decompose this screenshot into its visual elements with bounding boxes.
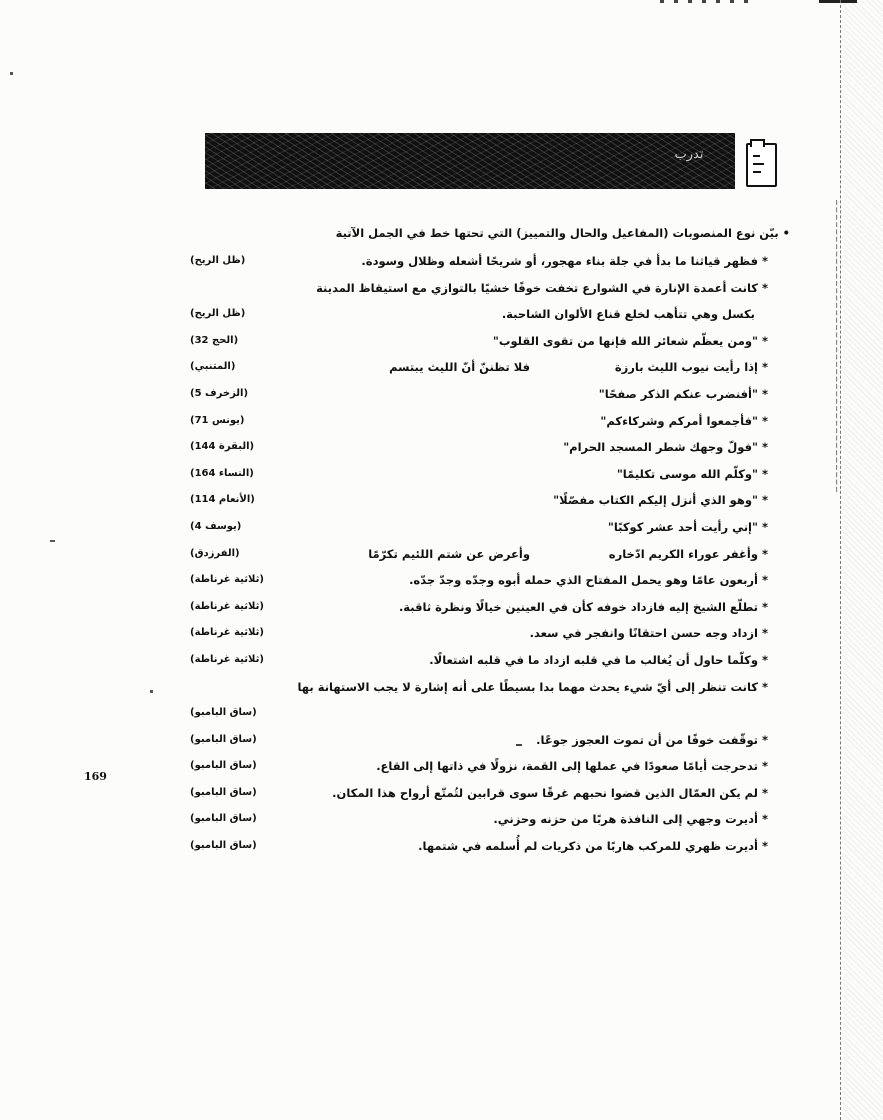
- exercise-source: (ساق البامبو): [190, 813, 257, 825]
- exercise-source: (ظل الريح): [190, 255, 246, 266]
- exercise-sentence: * "إني رأيت أحد عشر كوكبًا": [607, 519, 768, 534]
- section-header-label: تدرب: [674, 147, 704, 162]
- exercise-sentence: * أربعون عامًا وهو يحمل المفتاح الذي حمله أبوه وجدّه وجدّ جدّه.: [409, 573, 768, 588]
- exercise-item: [190, 780, 790, 807]
- exercise-sentence: * "فأجمعوا أمركم وشركاءكم": [600, 413, 768, 428]
- exercise-source: (يونس 71): [190, 414, 245, 426]
- exercise-source: (الأنعام 114): [190, 494, 255, 506]
- exercise-item: [190, 647, 790, 674]
- exercise-item: [190, 381, 790, 408]
- exercise-source: (ظل الريح): [190, 308, 246, 320]
- exercise-source: (المتنبي): [190, 361, 236, 373]
- page-number: 169: [84, 770, 107, 783]
- exercise-source: (الحج 32): [190, 334, 239, 346]
- exercise-source: (الفرزدق): [190, 547, 240, 559]
- exercise-source: (يوسف 4): [190, 520, 242, 532]
- exercise-item: [190, 275, 790, 302]
- exercise-source: (النساء 164): [190, 467, 254, 479]
- scan-speck: [10, 72, 13, 75]
- margin-note: ─ ─ ─ ─ ─ ─ ─ ─ ─ ─ ─ ─ ─ ─ ─ ─ ─ ─ ─ ─ ─ ─ ─ ─ ─ ─ ─ ─ ─ ─ ─ ─ ─ ─ ─ ─ ─ ─ ─ ─: [832, 200, 841, 492]
- exercise-sentence: * فظهر قياثنا ما بدأ في جلة بناء مهجور، أو شريحًا أشعله وظلال وسودة.: [361, 254, 768, 268]
- exercise-item: [190, 753, 790, 780]
- exercise-source: (ثلاثية غرناطة): [190, 653, 264, 665]
- exercise-item: [190, 567, 790, 594]
- scan-mark: [516, 744, 522, 746]
- scanned-margin: [843, 0, 883, 1120]
- exercise-item: [190, 620, 790, 647]
- exercise-source: (البقرة 144): [190, 441, 255, 453]
- exercise-sentence: * "وهو الذي أنزل إليكم الكتاب مفصّلًا": [553, 493, 768, 508]
- exercise-source: (ساق البامبو): [190, 786, 257, 798]
- exercise-source: (ثلاثية غرناطة): [190, 627, 264, 639]
- exercise-sentence: * وأغفر عوراء الكريم ادّخاره: [608, 546, 768, 561]
- exercise-sentence: * توقّفت خوفًا من أن تموت العجوز جوعًا.: [536, 732, 768, 747]
- exercise-sentence: * تدحرجت أيامًا صعودًا في عملها إلى القمة، نزولًا في ذاتها إلى القاع.: [376, 759, 768, 774]
- exercise-item: [190, 514, 790, 541]
- exercise-source: (ثلاثية غرناطة): [190, 600, 264, 612]
- exercise-sentence: * "وكلّم الله موسى تكليمًا": [616, 466, 768, 481]
- exercise-second-hemistich: وأعرض عن شتم اللئيم تكرّمًا: [368, 546, 530, 561]
- exercise-question: • بيّن نوع المنصوبات (المفاعيل والحال والتمييز) التي تحتها خط في الجمل الآتية: [335, 226, 790, 240]
- scan-speck: [150, 690, 153, 693]
- exercise-sentence: * إذا رأيت نيوب الليث بارزة: [614, 360, 768, 375]
- exercise-item: [190, 301, 790, 328]
- exercise-source: (ساق البامبو): [190, 840, 257, 852]
- exercise-sentence: * أديرت ظهري للمركب هاربًا من ذكريات لم أُسلمه في شتمها.: [418, 839, 768, 854]
- exercise-sentence: * ازداد وجه حسن احتقانًا وانفجر في سعد.: [529, 626, 768, 641]
- exercise-sentence: بكسل وهي تتأهب لخلع قناع الألوان الشاحبة.: [501, 307, 755, 322]
- exercise-sentence: * كانت تنظر إلى أيّ شيء يحدث مهما بدا بسيطًا على أنه إشارة لا يجب الاستهانة بها: [297, 679, 768, 694]
- exercise-source: (ساق البامبو): [190, 707, 257, 719]
- exercise-sentence: * "فولّ وجهك شطر المسجد الحرام": [563, 440, 768, 455]
- exercise-source: (الزخرف 5): [190, 387, 249, 399]
- exercise-list: [190, 248, 790, 860]
- top-edge-marks: [660, 0, 750, 3]
- exercise-item: [190, 833, 790, 860]
- exercise-sentence: * كانت أعمدة الإنارة في الشوارع تخفت خوفًا خشيًا بالتوازي مع استيقاظ المدينة: [316, 280, 768, 295]
- exercise-body: [190, 224, 790, 860]
- exercise-item: [190, 434, 790, 461]
- exercise-item: [190, 487, 790, 514]
- exercise-sentence: * تطلّع الشيخ إليه فازداد خوفه كأن في العينين خيالًا ونظرة ثاقبة.: [398, 599, 768, 614]
- exercise-item: [190, 674, 790, 701]
- notebook-icon: [746, 143, 777, 187]
- exercise-sentence: * أديرت وجهي إلى النافذة هربًا من حزنه وحزني.: [493, 812, 768, 827]
- exercise-item: [190, 541, 790, 568]
- exercise-sentence: * وكلّما حاول أن يُغالب ما في قلبه ازداد ما في قلبه اشتعالًا.: [429, 652, 768, 667]
- exercise-item: [190, 461, 790, 488]
- exercise-item: [190, 806, 790, 833]
- exercise-item: [190, 248, 790, 275]
- scan-speck: [50, 540, 55, 542]
- exercise-source: (ثلاثية غرناطة): [190, 574, 264, 586]
- exercise-item: [190, 408, 790, 435]
- exercise-source: (ساق البامبو): [190, 760, 257, 772]
- exercise-sentence: * لم يكن العمّال الذين قضوا نحبهم غرقًا سوى قرابين لتُمتّع أرواح هذا المكان.: [332, 785, 768, 800]
- exercise-sentence: * "أفنضرب عنكم الذكر صفحًا": [598, 386, 768, 401]
- exercise-second-hemistich: فلا تظننّ أنّ الليث يبتسم: [389, 360, 530, 375]
- exercise-sentence: * "ومن يعظّم شعائر الله فإنها من تقوى القلوب": [492, 333, 768, 348]
- exercise-item: [190, 700, 790, 727]
- exercise-item: [190, 727, 790, 754]
- exercise-item: [190, 354, 790, 381]
- exercise-item: [190, 594, 790, 621]
- exercise-source: (ساق البامبو): [190, 733, 257, 745]
- exercise-item: [190, 328, 790, 355]
